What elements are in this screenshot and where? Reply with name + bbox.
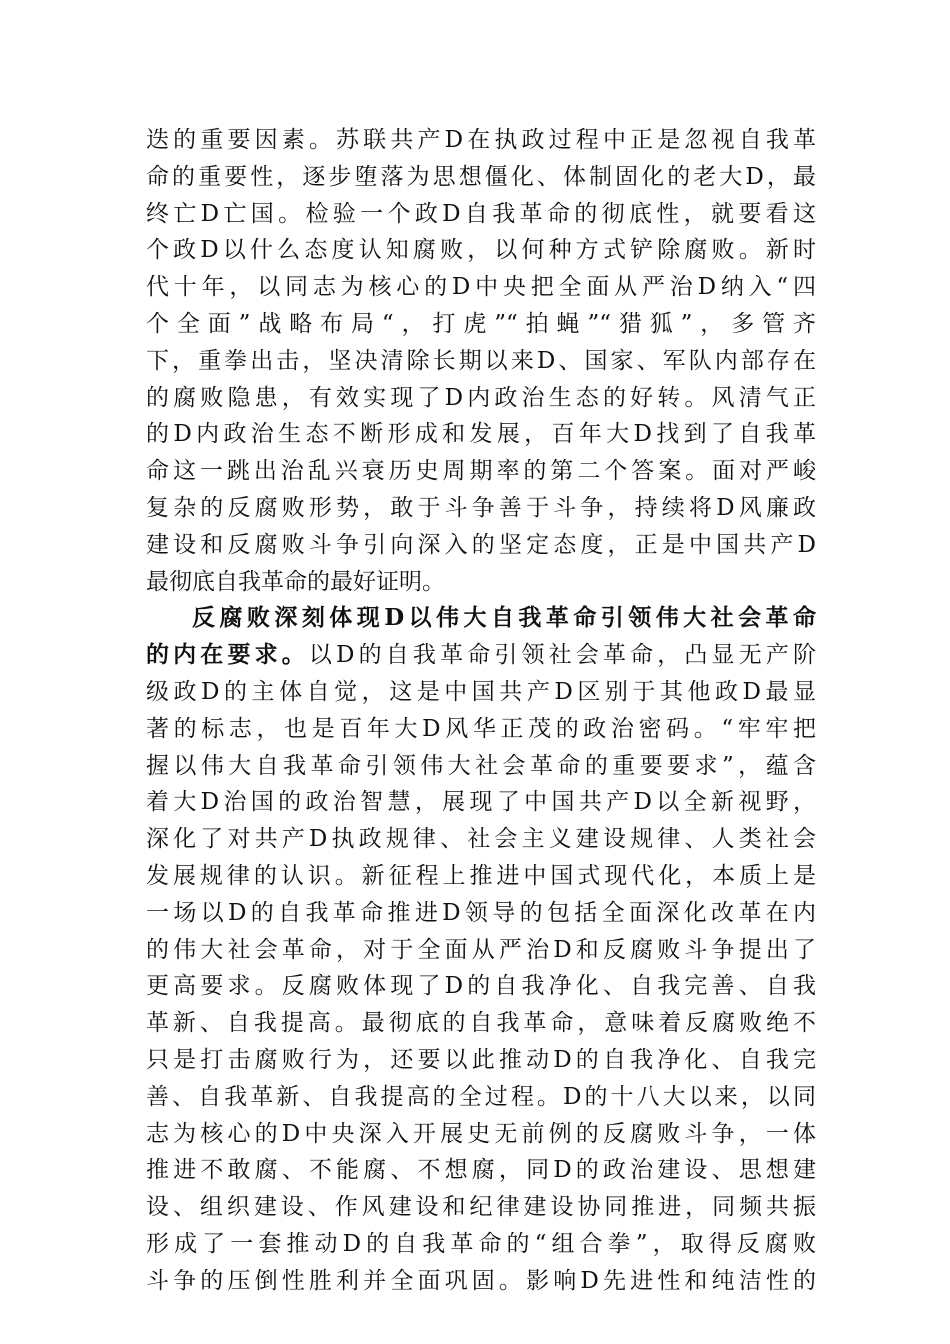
text-line: 代十年，以同志为核心的D中央把全面从严治D纳入“四 [146, 274, 816, 301]
text-run: 以D的自我革命引领社会革命，凸显无产阶 [308, 642, 816, 669]
text-line: 著的标志，也是百年大D风华正茂的政治密码。“牢牢把 [146, 715, 816, 742]
text-line: 建设和反腐败斗争引向深入的坚定态度，正是中国共产D [146, 531, 816, 558]
text-line: 终亡D亡国。检验一个政D自我革命的彻底性，就要看这 [146, 200, 816, 227]
text-line: 的腐败隐患，有效实现了D内政治生态的好转。风清气正 [146, 384, 816, 411]
text-line: 一场以D的自我革命推进D领导的包括全面深化改革在内 [146, 899, 816, 926]
text-line: 命的重要性，逐步堕落为思想僵化、体制固化的老大D，最 [146, 163, 816, 190]
document-page [146, 122, 816, 1300]
paragraph-heading-end: 的内在要求。 [146, 641, 309, 669]
text-line: 级政D的主体自觉，这是中国共产D区别于其他政D最显 [146, 678, 816, 705]
text-line: 着大D治国的政治智慧，展现了中国共产D以全新视野， [146, 789, 816, 816]
text-line: 革新、自我提高。最彻底的自我革命，意味着反腐败绝不 [146, 1010, 816, 1037]
text-line: 下，重拳出击，坚决清除长期以来D、国家、军队内部存在 [146, 347, 816, 374]
paragraph-heading: 反腐败深刻体现D以伟大自我革命引领伟大社会革命 [192, 604, 816, 632]
text-line: 握以伟大自我革命引领伟大社会革命的重要要求”，蕴含 [146, 752, 816, 779]
text-line: 迭的重要因素。苏联共产D在执政过程中正是忽视自我革 [146, 127, 816, 153]
text-line: 志为核心的D中央深入开展史无前例的反腐败斗争，一体 [146, 1120, 816, 1147]
paragraph-2 [146, 600, 816, 1299]
text-line: 最彻底自我革命的最好证明。 [146, 568, 445, 595]
text-line: 更高要求。反腐败体现了D的自我净化、自我完善、自我 [146, 973, 816, 1000]
text-line: 个政D以什么态度认知腐败，以何种方式铲除腐败。新时 [146, 237, 816, 264]
text-line: 深化了对共产D执政规律、社会主义建设规律、人类社会 [146, 826, 816, 853]
text-line: 复杂的反腐败形势，敢于斗争善于斗争，持续将D风廉政 [146, 494, 816, 521]
text-line: 斗争的压倒性胜利并全面巩固。影响D先进性和纯洁性的 [146, 1267, 816, 1294]
text-line: 推进不敢腐、不能腐、不想腐，同D的政治建设、思想建 [146, 1157, 816, 1184]
text-line: 的D内政治生态不断形成和发展，百年大D找到了自我革 [146, 421, 816, 448]
text-line: 只是打击腐败行为，还要以此推动D的自我净化、自我完 [146, 1046, 816, 1073]
text-line: 形成了一套推动D的自我革命的“组合拳”，取得反腐败 [146, 1230, 816, 1257]
text-line: 设、组织建设、作风建设和纪律建设协同推进，同频共振 [146, 1194, 816, 1221]
text-line: 发展规律的认识。新征程上推进中国式现代化，本质上是 [146, 862, 816, 889]
text-line: 命这一跳出治乱兴衰历史周期率的第二个答案。面对严峻 [146, 458, 816, 485]
text-line: 的伟大社会革命，对于全面从严治D和反腐败斗争提出了 [146, 936, 816, 963]
text-line: 个全面”战略布局“，打虎”“拍蝇”“猎狐”，多管齐 [146, 310, 816, 337]
text-line: 善、自我革新、自我提高的全过程。D的十八大以来，以同 [146, 1083, 816, 1110]
paragraph-1 [146, 122, 816, 600]
text-line [146, 637, 816, 674]
